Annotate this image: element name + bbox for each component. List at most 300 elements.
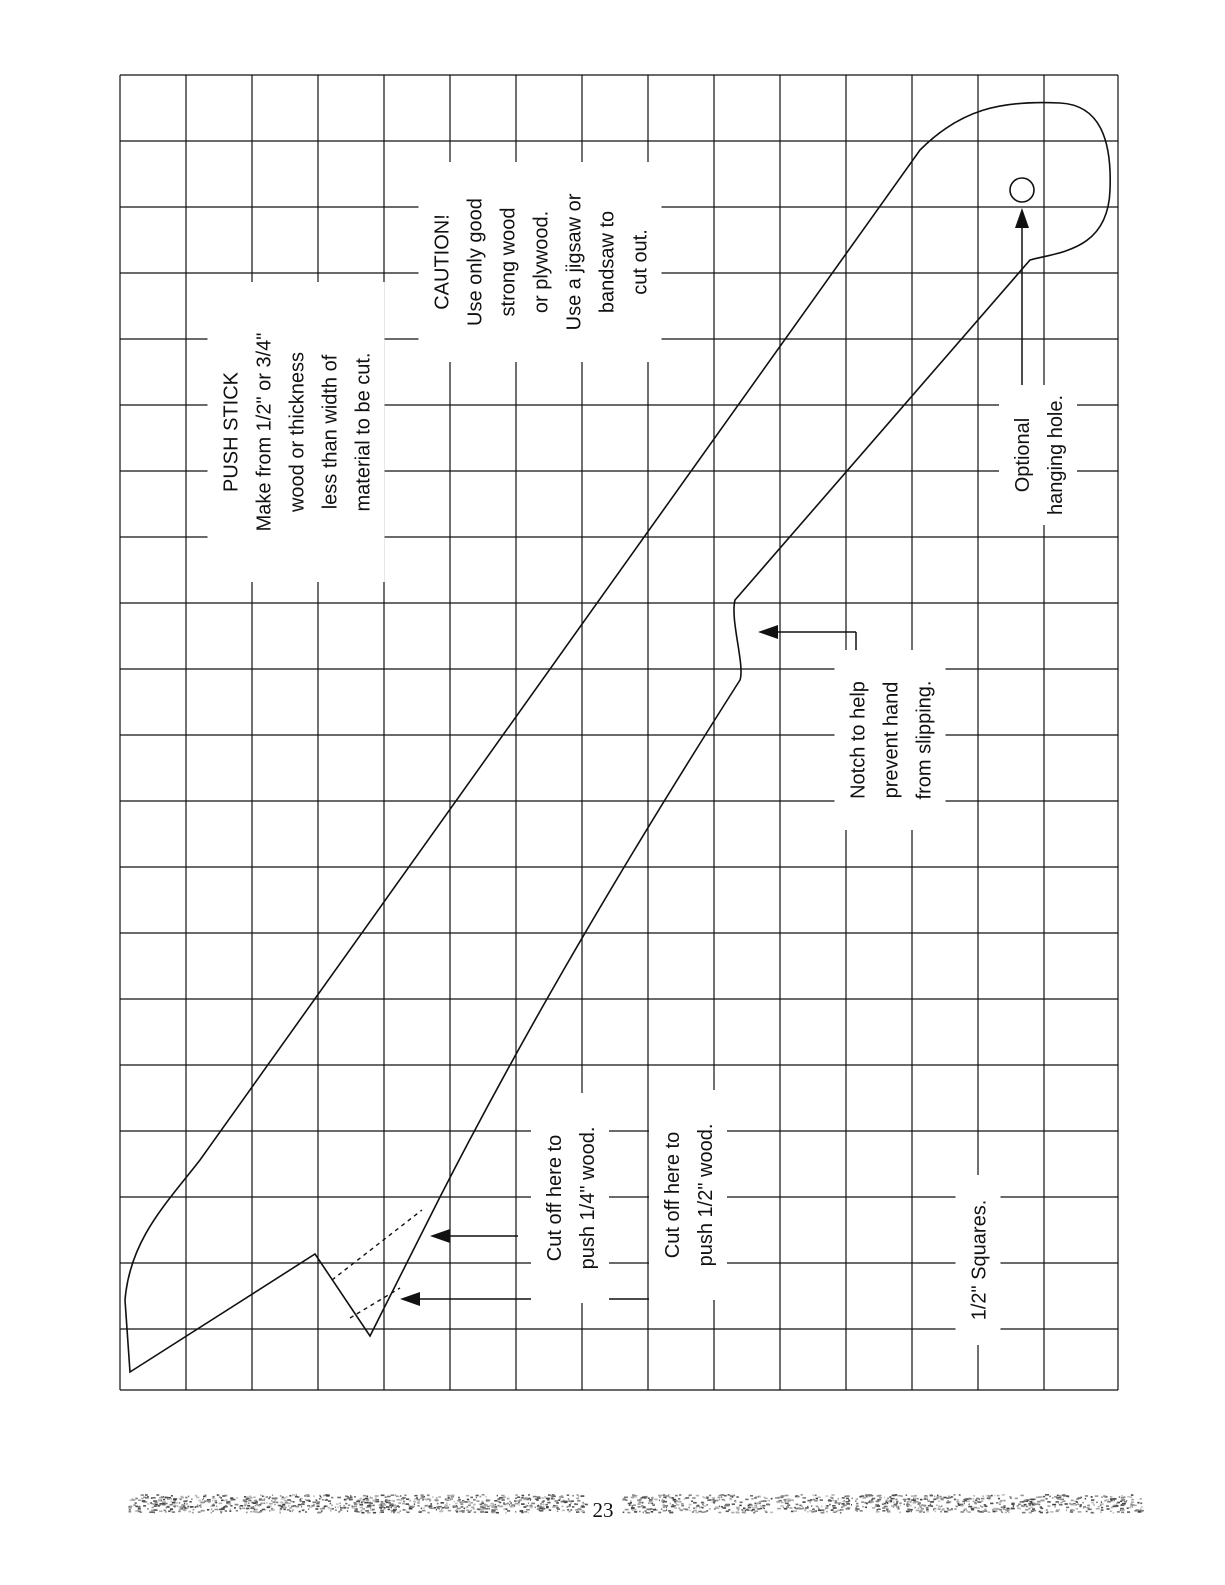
texture-speck <box>999 1509 1002 1511</box>
texture-speck <box>569 1504 571 1506</box>
texture-speck <box>213 1510 214 1512</box>
texture-speck <box>364 1502 368 1504</box>
texture-speck <box>253 1502 257 1504</box>
texture-speck <box>402 1497 406 1499</box>
texture-speck <box>639 1511 640 1513</box>
texture-speck <box>514 1500 516 1502</box>
cut-quarter-inch-label <box>531 1093 609 1303</box>
texture-speck <box>1024 1504 1027 1506</box>
texture-speck <box>851 1504 852 1506</box>
texture-speck <box>658 1495 662 1497</box>
texture-speck <box>754 1505 757 1507</box>
texture-speck <box>1039 1504 1041 1506</box>
cut-line-half-inch <box>350 1288 400 1318</box>
texture-speck <box>716 1507 720 1509</box>
texture-speck <box>259 1511 262 1513</box>
texture-speck <box>1030 1501 1033 1503</box>
texture-speck <box>1141 1510 1143 1512</box>
texture-speck <box>1036 1503 1039 1505</box>
texture-speck <box>1101 1509 1104 1511</box>
texture-speck <box>855 1500 857 1502</box>
texture-speck <box>315 1508 318 1510</box>
texture-speck <box>161 1496 163 1498</box>
texture-speck <box>138 1506 141 1508</box>
texture-speck <box>1001 1512 1003 1514</box>
texture-speck <box>330 1510 331 1512</box>
texture-speck <box>250 1511 253 1513</box>
texture-speck <box>896 1502 898 1504</box>
texture-speck <box>663 1494 666 1496</box>
texture-speck <box>387 1500 390 1502</box>
texture-speck <box>345 1503 347 1505</box>
texture-speck <box>712 1497 715 1499</box>
texture-speck <box>692 1497 695 1499</box>
texture-speck <box>693 1510 697 1512</box>
texture-speck <box>320 1508 322 1510</box>
texture-speck <box>292 1509 294 1511</box>
texture-speck <box>856 1503 858 1505</box>
texture-speck <box>855 1507 857 1509</box>
texture-speck <box>1041 1500 1044 1502</box>
texture-speck <box>684 1498 686 1500</box>
texture-speck <box>548 1494 551 1496</box>
texture-speck <box>811 1505 812 1507</box>
texture-speck <box>390 1503 394 1505</box>
texture-speck <box>575 1503 576 1505</box>
texture-speck <box>337 1497 341 1499</box>
texture-speck <box>718 1512 721 1514</box>
texture-speck <box>547 1499 549 1501</box>
texture-speck <box>481 1509 484 1511</box>
texture-speck <box>572 1495 574 1497</box>
texture-speck <box>576 1511 579 1513</box>
texture-speck <box>732 1503 735 1505</box>
texture-speck <box>876 1511 880 1513</box>
texture-speck <box>349 1499 353 1501</box>
texture-speck <box>429 1499 431 1501</box>
texture-speck <box>895 1494 897 1496</box>
texture-speck <box>180 1507 183 1509</box>
texture-speck <box>490 1505 493 1507</box>
texture-speck <box>763 1500 767 1502</box>
texture-speck <box>147 1508 149 1510</box>
texture-speck <box>658 1512 661 1514</box>
texture-speck <box>649 1500 653 1502</box>
texture-speck <box>645 1510 647 1512</box>
texture-speck <box>1131 1494 1134 1496</box>
texture-speck <box>846 1495 849 1497</box>
texture-speck <box>1059 1504 1063 1506</box>
texture-speck <box>414 1503 415 1505</box>
texture-speck <box>911 1511 912 1513</box>
texture-speck <box>936 1504 938 1506</box>
texture-speck <box>648 1502 649 1504</box>
texture-speck <box>678 1507 680 1509</box>
texture-speck <box>826 1511 828 1513</box>
texture-speck <box>163 1503 166 1505</box>
texture-speck <box>977 1510 979 1512</box>
texture-speck <box>784 1501 786 1503</box>
texture-speck <box>735 1501 736 1503</box>
texture-speck <box>330 1503 331 1505</box>
texture-speck <box>301 1498 302 1500</box>
texture-speck <box>663 1504 666 1506</box>
texture-speck <box>827 1505 829 1507</box>
texture-speck <box>403 1501 405 1503</box>
texture-speck <box>952 1497 954 1499</box>
texture-speck <box>156 1505 158 1507</box>
texture-speck <box>625 1509 629 1511</box>
texture-speck <box>385 1496 387 1498</box>
texture-speck <box>832 1500 834 1502</box>
texture-speck <box>320 1495 321 1497</box>
texture-speck <box>861 1501 864 1503</box>
texture-speck <box>322 1499 324 1501</box>
texture-speck <box>719 1505 720 1507</box>
texture-speck <box>279 1510 280 1512</box>
texture-speck <box>489 1508 490 1510</box>
texture-speck <box>976 1498 979 1500</box>
texture-speck <box>231 1499 233 1501</box>
texture-speck <box>580 1506 582 1508</box>
texture-speck <box>202 1499 203 1501</box>
texture-speck <box>750 1495 753 1497</box>
texture-speck <box>882 1510 885 1512</box>
texture-speck <box>553 1505 555 1507</box>
texture-speck <box>296 1506 300 1508</box>
texture-speck <box>852 1498 853 1500</box>
texture-speck <box>230 1509 231 1511</box>
texture-speck <box>1132 1506 1133 1508</box>
texture-speck <box>567 1509 569 1511</box>
texture-speck <box>240 1508 241 1510</box>
texture-speck <box>451 1496 454 1498</box>
texture-speck <box>350 1495 351 1497</box>
texture-speck <box>814 1511 816 1513</box>
texture-speck <box>843 1505 846 1507</box>
notch-label-line-2: from slipping. <box>913 680 936 800</box>
texture-speck <box>1138 1511 1142 1513</box>
texture-speck <box>938 1508 941 1510</box>
texture-speck <box>322 1508 325 1510</box>
texture-speck <box>531 1503 535 1505</box>
texture-speck <box>360 1511 362 1513</box>
texture-speck <box>1070 1511 1073 1513</box>
texture-speck <box>369 1503 372 1505</box>
texture-speck <box>924 1496 928 1498</box>
texture-speck <box>884 1497 885 1499</box>
texture-speck <box>328 1507 331 1509</box>
texture-speck <box>530 1499 531 1501</box>
texture-speck <box>743 1509 745 1511</box>
texture-speck <box>193 1509 195 1511</box>
texture-speck <box>434 1507 436 1509</box>
texture-speck <box>400 1510 401 1512</box>
texture-speck <box>515 1511 516 1513</box>
texture-speck <box>484 1504 488 1506</box>
texture-speck <box>254 1510 257 1512</box>
texture-speck <box>1075 1504 1076 1506</box>
texture-speck <box>494 1500 497 1502</box>
texture-speck <box>1137 1502 1139 1504</box>
texture-speck <box>366 1499 369 1501</box>
texture-speck <box>226 1495 227 1497</box>
texture-speck <box>693 1508 694 1510</box>
texture-speck <box>373 1512 376 1514</box>
texture-speck <box>869 1496 871 1498</box>
texture-speck <box>567 1494 570 1496</box>
texture-speck <box>957 1503 959 1505</box>
texture-speck <box>1140 1508 1141 1510</box>
texture-speck <box>1022 1512 1026 1514</box>
texture-speck <box>1046 1509 1048 1511</box>
notch-label <box>835 650 946 830</box>
texture-speck <box>391 1511 392 1513</box>
texture-speck <box>1020 1495 1024 1497</box>
texture-speck <box>321 1497 322 1499</box>
texture-speck <box>904 1500 906 1502</box>
texture-speck <box>280 1512 281 1514</box>
texture-speck <box>402 1503 405 1505</box>
texture-speck <box>215 1502 217 1504</box>
texture-speck <box>507 1510 510 1512</box>
texture-speck <box>192 1512 194 1514</box>
push-stick-title-block-line-4: material to be cut. <box>352 352 375 512</box>
texture-speck <box>846 1503 850 1505</box>
texture-speck <box>251 1507 255 1509</box>
texture-speck <box>632 1509 636 1511</box>
texture-speck <box>541 1497 544 1499</box>
texture-speck <box>1121 1495 1122 1497</box>
texture-speck <box>734 1495 735 1497</box>
texture-speck <box>900 1512 901 1514</box>
texture-speck <box>1054 1496 1057 1498</box>
texture-speck <box>1087 1505 1090 1507</box>
texture-speck <box>177 1505 178 1507</box>
texture-speck <box>401 1500 402 1502</box>
texture-speck <box>877 1509 879 1511</box>
texture-speck <box>785 1495 789 1497</box>
texture-speck <box>934 1511 936 1513</box>
texture-speck <box>195 1495 197 1497</box>
texture-speck <box>896 1501 898 1503</box>
push-stick-title-block-line-0: PUSH STICK <box>220 371 243 493</box>
texture-speck <box>780 1505 783 1507</box>
texture-speck <box>316 1499 318 1501</box>
texture-speck <box>755 1496 757 1498</box>
texture-speck <box>859 1496 861 1498</box>
texture-speck <box>375 1499 379 1501</box>
texture-speck <box>713 1502 715 1504</box>
texture-speck <box>753 1507 756 1509</box>
texture-speck <box>674 1501 676 1503</box>
texture-speck <box>1104 1500 1106 1502</box>
texture-speck <box>737 1496 739 1498</box>
texture-speck <box>225 1510 227 1512</box>
texture-speck <box>1066 1510 1067 1512</box>
texture-speck <box>1096 1502 1097 1504</box>
texture-speck <box>1077 1504 1079 1506</box>
texture-speck <box>450 1498 453 1500</box>
texture-speck <box>295 1496 298 1498</box>
texture-speck <box>476 1495 479 1497</box>
texture-speck <box>392 1505 394 1507</box>
texture-speck <box>1029 1512 1032 1514</box>
texture-speck <box>239 1506 241 1508</box>
texture-speck <box>341 1507 345 1509</box>
texture-speck <box>946 1502 950 1504</box>
texture-speck <box>926 1499 928 1501</box>
texture-speck <box>1116 1503 1118 1505</box>
texture-speck <box>571 1500 574 1502</box>
texture-speck <box>973 1495 975 1497</box>
texture-speck <box>1131 1501 1134 1503</box>
texture-speck <box>307 1505 310 1507</box>
texture-speck <box>944 1511 947 1513</box>
texture-speck <box>950 1509 953 1511</box>
texture-speck <box>201 1510 204 1512</box>
texture-speck <box>833 1511 836 1513</box>
texture-speck <box>537 1497 541 1499</box>
texture-speck <box>884 1503 887 1505</box>
texture-speck <box>256 1503 258 1505</box>
texture-speck <box>947 1508 949 1510</box>
texture-speck <box>188 1496 189 1498</box>
texture-speck <box>196 1506 199 1508</box>
texture-speck <box>1059 1495 1062 1497</box>
texture-speck <box>455 1503 458 1505</box>
texture-speck <box>926 1511 929 1513</box>
texture-speck <box>394 1507 397 1509</box>
texture-speck <box>689 1507 690 1509</box>
texture-speck <box>934 1496 935 1498</box>
texture-speck <box>704 1511 706 1513</box>
texture-speck <box>983 1495 984 1497</box>
texture-speck <box>448 1497 450 1499</box>
texture-speck <box>889 1496 891 1498</box>
texture-speck <box>707 1499 711 1501</box>
caution-block-line-1: Use only good <box>464 198 487 326</box>
texture-speck <box>1100 1503 1103 1505</box>
texture-speck <box>404 1495 406 1497</box>
texture-speck <box>236 1497 238 1499</box>
texture-speck <box>413 1501 415 1503</box>
texture-speck <box>871 1499 873 1501</box>
texture-speck <box>766 1504 770 1506</box>
texture-speck <box>887 1503 888 1505</box>
texture-speck <box>943 1508 944 1510</box>
texture-speck <box>417 1502 420 1504</box>
texture-speck <box>757 1508 759 1510</box>
caution-block <box>419 162 662 362</box>
squares-label-line-0: 1/2" Squares. <box>968 1199 991 1321</box>
texture-speck <box>801 1505 803 1507</box>
texture-speck <box>940 1511 942 1513</box>
texture-speck <box>306 1494 310 1496</box>
texture-speck <box>154 1509 158 1511</box>
texture-speck <box>1101 1501 1102 1503</box>
texture-speck <box>355 1509 357 1511</box>
texture-speck <box>996 1502 998 1504</box>
texture-speck <box>198 1511 201 1513</box>
texture-speck <box>549 1509 552 1511</box>
texture-speck <box>503 1509 505 1511</box>
texture-speck <box>385 1501 387 1503</box>
texture-speck <box>1040 1506 1042 1508</box>
texture-speck <box>367 1496 369 1498</box>
texture-speck <box>958 1504 960 1506</box>
texture-speck <box>1046 1512 1048 1514</box>
texture-speck <box>460 1504 463 1506</box>
texture-speck <box>1106 1505 1109 1507</box>
texture-speck <box>476 1500 479 1502</box>
texture-speck <box>661 1508 663 1510</box>
texture-speck <box>666 1509 667 1511</box>
texture-speck <box>920 1506 922 1508</box>
texture-speck <box>755 1510 759 1512</box>
texture-speck <box>451 1495 455 1497</box>
texture-speck <box>972 1498 974 1500</box>
texture-speck <box>1114 1500 1116 1502</box>
texture-speck <box>685 1509 688 1511</box>
texture-speck <box>253 1497 256 1499</box>
texture-speck <box>225 1499 227 1501</box>
hanging-hole-label <box>999 385 1077 525</box>
texture-speck <box>216 1506 218 1508</box>
texture-speck <box>993 1511 996 1513</box>
texture-speck <box>313 1504 315 1506</box>
texture-speck <box>423 1507 425 1509</box>
texture-speck <box>179 1509 182 1511</box>
texture-speck <box>546 1507 549 1509</box>
texture-speck <box>796 1504 799 1506</box>
texture-speck <box>893 1501 895 1503</box>
texture-speck <box>1110 1498 1114 1500</box>
texture-speck <box>820 1499 823 1501</box>
texture-speck <box>466 1495 469 1497</box>
texture-speck <box>562 1506 564 1508</box>
texture-speck <box>340 1505 341 1507</box>
texture-speck <box>533 1496 537 1498</box>
texture-speck <box>290 1501 291 1503</box>
push-stick-title-block-line-3: less than width of <box>319 354 342 510</box>
texture-speck <box>956 1506 959 1508</box>
texture-speck <box>756 1503 760 1505</box>
texture-speck <box>400 1495 401 1497</box>
texture-speck <box>151 1497 153 1499</box>
texture-speck <box>246 1497 249 1499</box>
texture-speck <box>1026 1506 1029 1508</box>
texture-speck <box>486 1500 490 1502</box>
texture-speck <box>211 1509 212 1511</box>
texture-speck <box>145 1497 149 1499</box>
texture-speck <box>480 1506 484 1508</box>
texture-speck <box>266 1496 268 1498</box>
texture-speck <box>726 1511 729 1513</box>
texture-speck <box>557 1510 559 1512</box>
texture-speck <box>551 1495 554 1497</box>
texture-speck <box>398 1506 400 1508</box>
texture-speck <box>812 1509 815 1511</box>
caution-block-line-0: CAUTION! <box>431 214 454 310</box>
texture-speck <box>872 1507 875 1509</box>
texture-speck <box>746 1509 748 1511</box>
texture-speck <box>840 1512 842 1514</box>
texture-speck <box>518 1502 520 1504</box>
texture-speck <box>384 1509 386 1511</box>
texture-speck <box>980 1505 981 1507</box>
texture-speck <box>691 1500 693 1502</box>
